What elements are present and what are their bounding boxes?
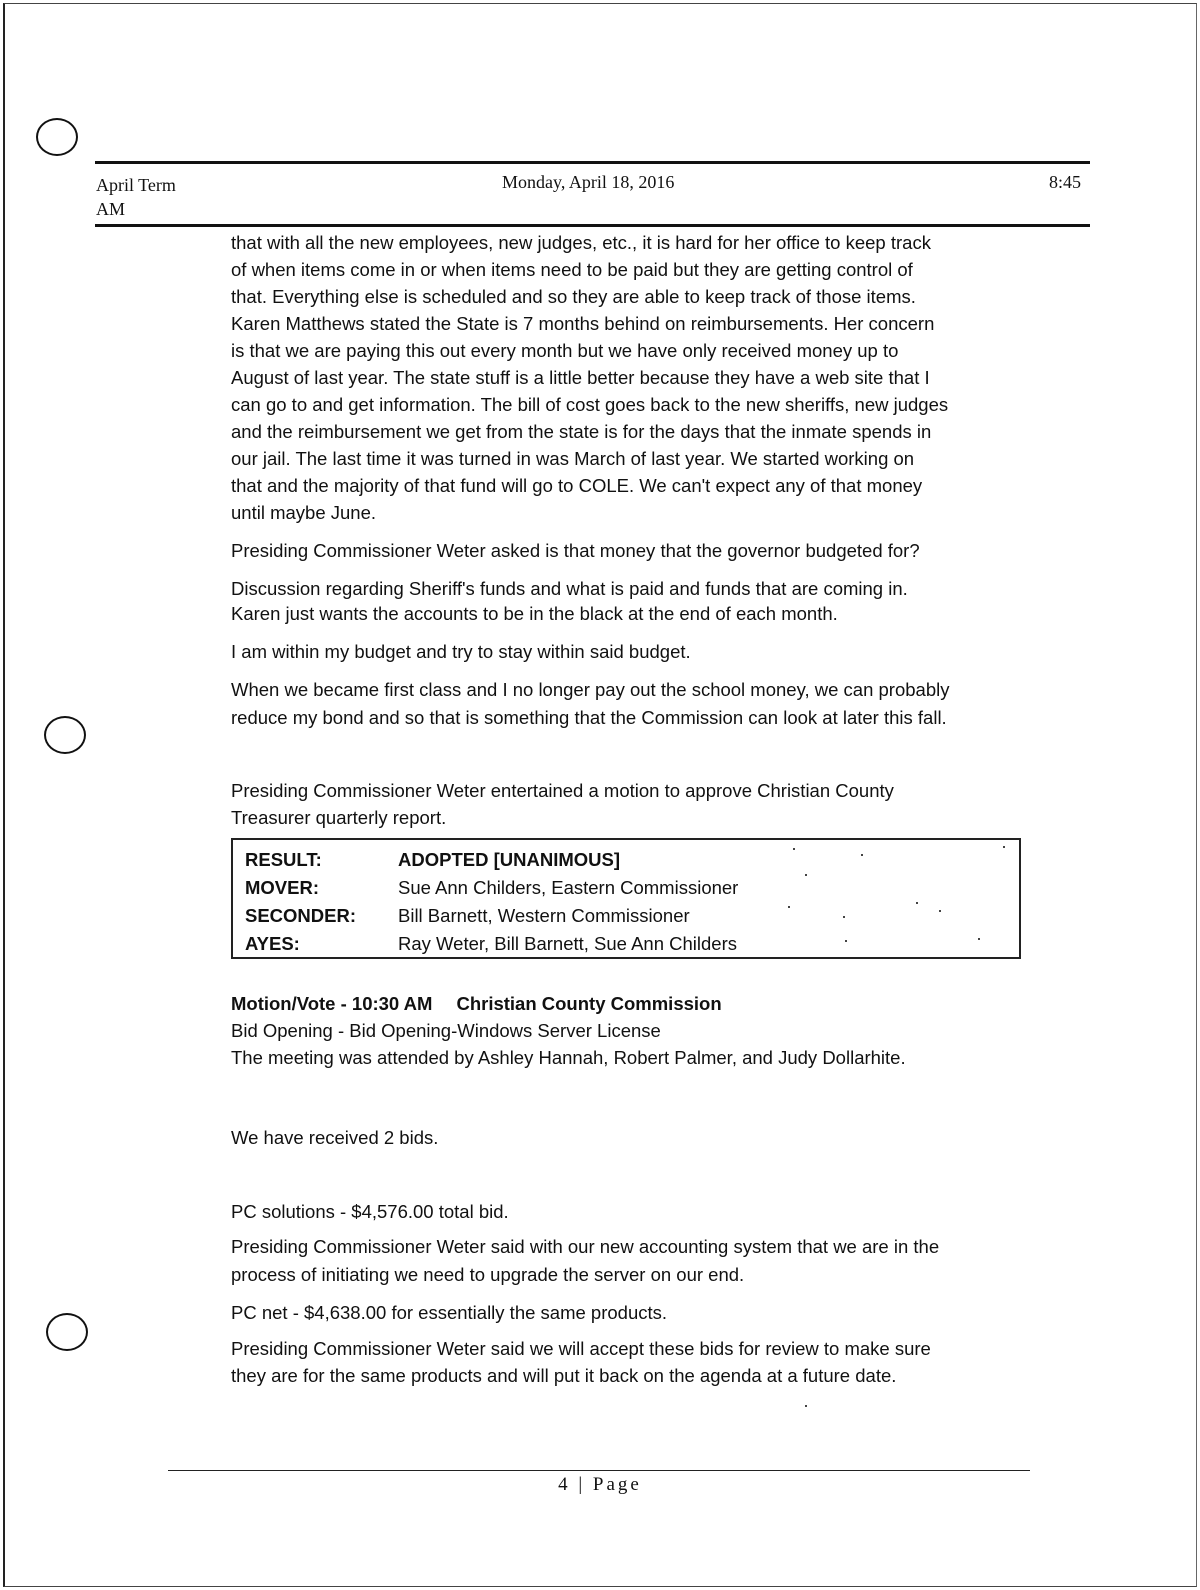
bids-received: We have received 2 bids. <box>231 1127 439 1148</box>
text-line: they are for the same products and will put it back on the agenda at a future date. <box>231 1365 897 1386</box>
scan-speck <box>805 874 807 876</box>
text-line: of when items come in or when items need to be paid but they are getting control of <box>231 259 913 280</box>
scan-speck <box>805 1405 807 1407</box>
header-rule-bottom <box>95 224 1090 227</box>
commission-name: Christian County Commission <box>456 993 722 1014</box>
pc-solutions-bid: PC solutions - $4,576.00 total bid. <box>231 1201 509 1222</box>
motion-vote-label: Motion/Vote - 10:30 AM <box>231 993 433 1014</box>
bid-opening-line: Bid Opening - Bid Opening-Windows Server License <box>231 1020 661 1041</box>
header-time: 8:45 <box>1049 172 1082 192</box>
mover-label: MOVER: <box>245 877 319 898</box>
header-rule-top <box>95 161 1090 164</box>
text-line: until maybe June. <box>231 502 377 523</box>
text-line: is that we are paying this out every month but we have only received money up to <box>231 340 899 361</box>
page-number: 4 | Page <box>558 1474 642 1495</box>
result-label: RESULT: <box>245 849 322 870</box>
text-line: our jail. The last time it was turned in was March of last year. We started working on <box>231 448 915 469</box>
ayes-value: Ray Weter, Bill Barnett, Sue Ann Childers <box>398 933 737 954</box>
footer-rule <box>168 1470 1030 1471</box>
scan-speck <box>861 854 863 856</box>
pc-net-bid: PC net - $4,638.00 for essentially the same products. <box>231 1302 668 1323</box>
text-line: Presiding Commissioner Weter said we will accept these bids for review to make sure <box>231 1338 931 1359</box>
ayes-label: AYES: <box>245 933 300 954</box>
scan-speck <box>916 902 918 904</box>
text-line: Discussion regarding Sheriff's funds and what is paid and funds that are coming in. <box>231 578 908 599</box>
text-line: Treasurer quarterly report. <box>231 807 447 828</box>
text-line: that. Everything else is scheduled and so they are able to keep track of those items. <box>231 286 916 307</box>
scan-speck <box>939 910 941 912</box>
text-line: Karen Matthews stated the State is 7 months behind on reimbursements. Her concern <box>231 313 935 334</box>
scan-speck <box>1003 846 1005 848</box>
binder-hole-bottom <box>46 1313 88 1351</box>
header-term: April Term <box>96 175 176 195</box>
text-line: Karen just wants the accounts to be in the black at the end of each month. <box>231 603 838 624</box>
paragraph-governor-question: Presiding Commissioner Weter asked is that money that the governor budgeted for? <box>231 540 920 561</box>
scan-speck <box>843 916 845 918</box>
attendance-line: The meeting was attended by Ashley Hannah, Robert Palmer, and Judy Dollarhite. <box>231 1047 906 1068</box>
binder-hole-middle <box>44 716 86 754</box>
header-date: Monday, April 18, 2016 <box>502 172 675 192</box>
paragraph-budget: I am within my budget and try to stay within said budget. <box>231 641 691 662</box>
seconder-label: SECONDER: <box>245 905 357 926</box>
seconder-value: Bill Barnett, Western Commissioner <box>398 905 690 926</box>
motion-vote-heading <box>231 990 1031 1017</box>
text-line: Presiding Commissioner Weter said with our new accounting system that we are in the <box>231 1236 940 1257</box>
text-line: process of initiating we need to upgrade the server on our end. <box>231 1264 745 1285</box>
text-line: that with all the new employees, new judges, etc., it is hard for her office to keep track <box>231 232 931 253</box>
vote-result-table <box>231 838 1021 959</box>
text-line: Presiding Commissioner Weter entertained a motion to approve Christian County <box>231 780 894 801</box>
scan-speck <box>788 906 790 908</box>
binder-hole-top <box>36 118 78 156</box>
text-line: can go to and get information. The bill of cost goes back to the new sheriffs, new judges <box>231 394 949 415</box>
text-line: reduce my bond and so that is something that the Commission can look at later this fall. <box>231 707 947 728</box>
mover-value: Sue Ann Childers, Eastern Commissioner <box>398 877 739 898</box>
text-line: When we became first class and I no longer pay out the school money, we can probably <box>231 679 950 700</box>
text-line: that and the majority of that fund will go to COLE. We can't expect any of that money <box>231 475 923 496</box>
scan-speck <box>978 938 980 940</box>
text-line: and the reimbursement we get from the state is for the days that the inmate spends in <box>231 421 932 442</box>
header-ampm: AM <box>96 199 126 219</box>
scan-speck <box>845 940 847 942</box>
text-line: August of last year. The state stuff is a little better because they have a web site that I <box>231 367 930 388</box>
scan-speck <box>793 848 795 850</box>
result-value: ADOPTED [UNANIMOUS] <box>398 849 620 870</box>
